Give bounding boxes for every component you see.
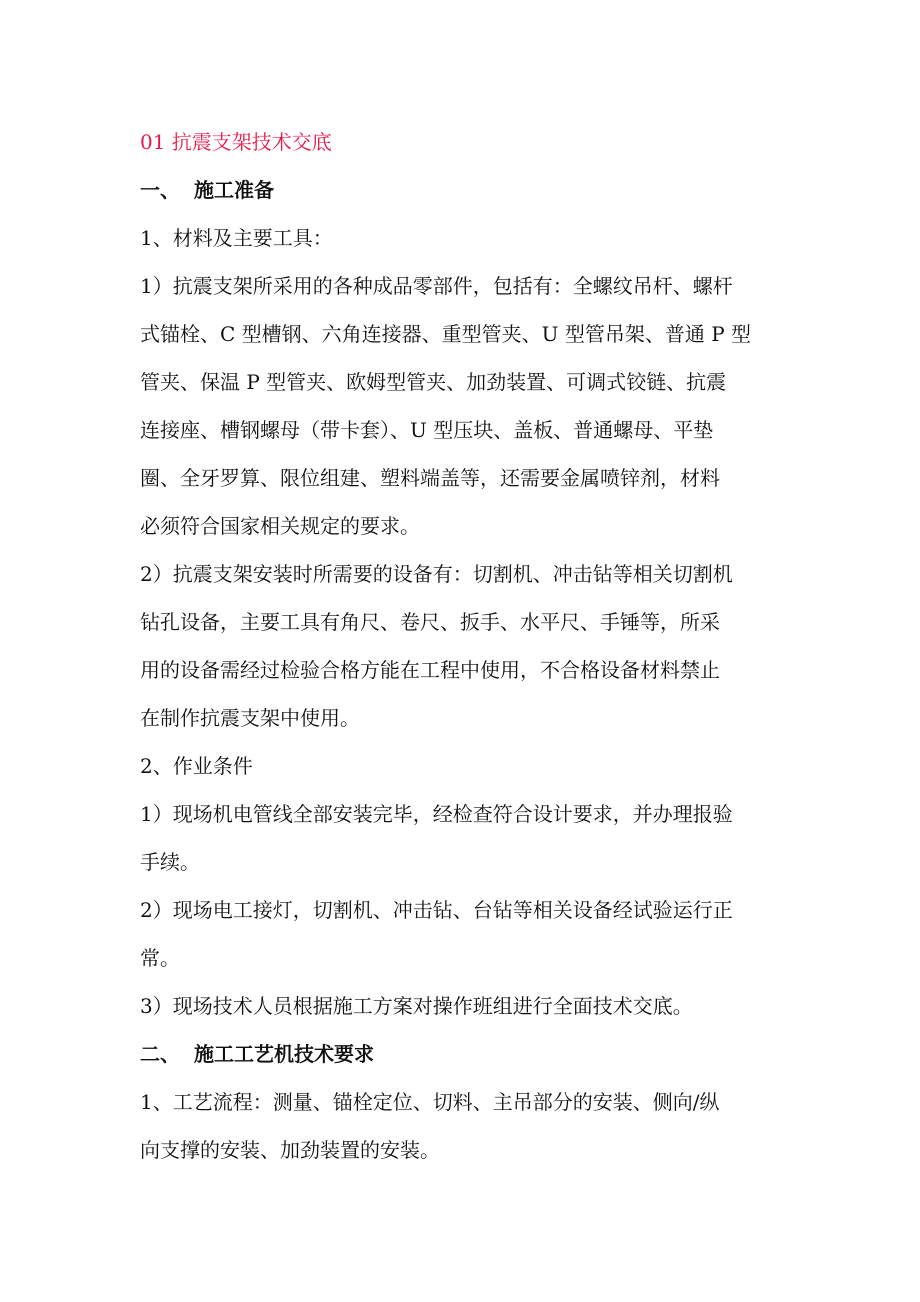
paragraph-line: 1）抗震支架所采用的各种成品零部件，包括有：全螺纹吊杆、螺杆: [140, 274, 733, 298]
paragraph-line: 向支撑的安装、加劲装置的安装。: [140, 1138, 440, 1162]
paragraph-equipment: [140, 550, 780, 742]
paragraph-line: 1）现场机电管线全部安装完毕，经检查符合设计要求，并办理报验: [140, 802, 733, 826]
paragraph-condition-3: [140, 982, 780, 1030]
paragraph-line: 1、工艺流程：测量、锚栓定位、切料、主吊部分的安装、侧向/纵: [140, 1090, 720, 1114]
paragraph-line: 管夹、保温 P 型管夹、欧姆型管夹、加劲装置、可调式铰链、抗震: [140, 370, 727, 394]
paragraph-line: 用的设备需经过检验合格方能在工程中使用，不合格设备材料禁止: [140, 658, 720, 682]
paragraph-line: 3）现场技术人员根据施工方案对操作班组进行全面技术交底。: [140, 994, 693, 1018]
paragraph-materials: [140, 262, 780, 550]
paragraph-line: 连接座、槽钢螺母（带卡套）、U 型压块、盖板、普通螺母、平垫: [140, 418, 714, 442]
paragraph-line: 圈、全牙罗算、限位组建、塑料端盖等，还需要金属喷锌剂，材料: [140, 466, 720, 490]
paragraph-line: 式锚栓、C 型槽钢、六角连接器、重型管夹、U 型管吊架、普通 P 型: [140, 322, 752, 346]
document-body: [140, 118, 780, 1174]
section-number: 二、: [140, 1042, 180, 1066]
section-number: 一、: [140, 178, 180, 202]
paragraph-process-flow: [140, 1078, 780, 1174]
section-heading-text: 施工工艺机技术要求: [194, 1042, 374, 1066]
section-heading-text: 施工准备: [194, 178, 274, 202]
paragraph-line: 在制作抗震支架中使用。: [140, 706, 360, 730]
subsection-title-materials: 1、材料及主要工具：: [140, 226, 333, 250]
paragraph-line: 必须符合国家相关规定的要求。: [140, 514, 420, 538]
paragraph-line: 手续。: [140, 850, 200, 874]
document-title: 01 抗震支架技术交底: [140, 130, 332, 154]
section-heading-1: [140, 166, 780, 214]
subsection-title-conditions: 2、作业条件: [140, 754, 253, 778]
paragraph-condition-2: [140, 886, 780, 982]
paragraph-line: 2）现场电工接灯，切割机、冲击钻、台钻等相关设备经试验运行正: [140, 898, 733, 922]
paragraph-line: 钻孔设备，主要工具有角尺、卷尺、扳手、水平尺、手锤等，所采: [140, 610, 720, 634]
paragraph-line: 常。: [140, 946, 180, 970]
paragraph-condition-1: [140, 790, 780, 886]
section-heading-2: [140, 1030, 780, 1078]
paragraph-line: 2）抗震支架安装时所需要的设备有：切割机、冲击钻等相关切割机: [140, 562, 733, 586]
